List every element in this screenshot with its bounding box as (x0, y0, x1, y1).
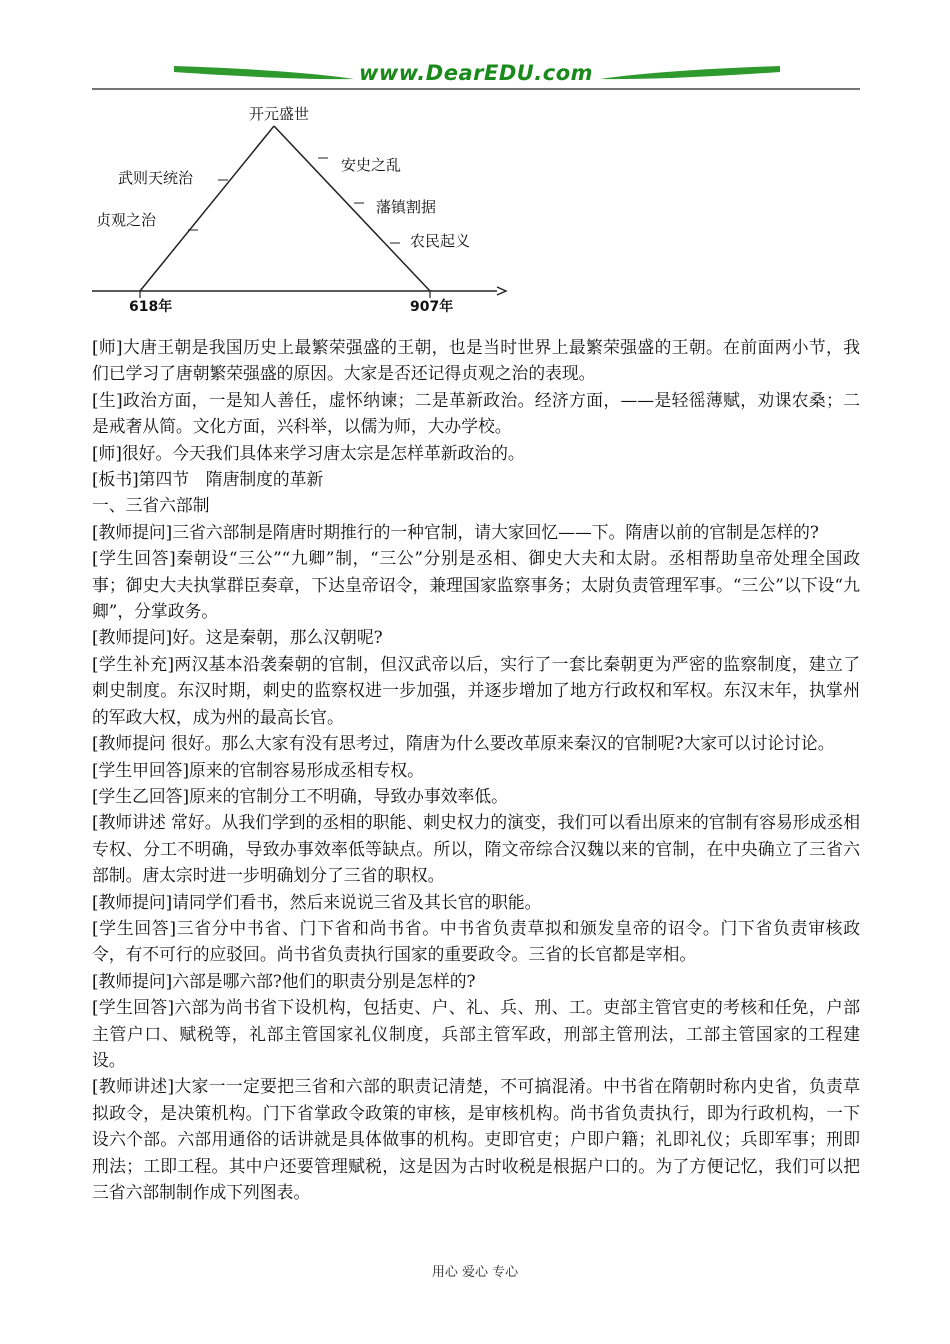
paragraph: [学生乙回答]原来的官制分工不明确，导致办事效率低。 (92, 785, 508, 806)
paragraph: [学生回答]秦朝设“三公”“九卿”制，“三公”分别是丞相、御史大夫和太尉。丞相帮助皇帝处理全国政事；御史大夫执掌群臣奏章，下达皇帝诏令，兼理国家监察事务；太尉负责管理军事。“三公”以下设“九卿”，分掌政务。 (92, 548, 860, 622)
paragraph: [师]很好。今天我们具体来学习唐太宗是怎样革新政治的。 (92, 442, 525, 463)
site-logo-text: www.DearEDU.com (358, 61, 594, 85)
paragraph: [教师提问]三省六部制是隋唐时期推行的一种官制，请大家回忆——下。隋唐以前的官制是怎样的? (92, 521, 819, 542)
right-label-fanzhen: 藩镇割据 (376, 198, 437, 216)
page-header (92, 58, 860, 92)
right-label-anshi: 安史之乱 (341, 156, 402, 174)
paragraph: [板书]第四节 隋唐制度的革新 (92, 469, 324, 490)
start-year-label: 618年 (129, 299, 173, 315)
lesson-content (92, 334, 860, 1205)
diagram-lines (92, 98, 512, 316)
paragraph: [教师提问]请同学们看书，然后来说说三省及其长官的职能。 (92, 891, 542, 912)
page-footer: 用心 爱心 专心 (431, 1265, 519, 1280)
paragraph: [学生甲回答]原来的官制容易形成丞相专权。 (92, 759, 424, 780)
left-label-zhenguan: 贞观之治 (96, 211, 157, 229)
paragraph: [教师讲述 常好。从我们学到的丞相的职能、刺史权力的演变，我们可以看出原来的官制有容易形成丞相专权、分工不明确，导致办事效率低等缺点。所以，隋文帝综合汉魏以来的官制，在中央确立了三省六部制。唐太宗时进一步明确划分了三省的职权。 (92, 812, 860, 886)
right-label-nongmin: 农民起义 (410, 232, 471, 250)
paragraph: [师]大唐王朝是我国历史上最繁荣强盛的王朝，也是当时世界上最繁荣强盛的王朝。在前面两小节，我们已学习了唐朝繁荣强盛的原因。大家是否还记得贞观之治的表现。 (92, 337, 860, 384)
paragraph: [教师提问]六部是哪六部?他们的职责分别是怎样的? (92, 970, 476, 991)
paragraph: [教师提问 很好。那么大家有没有思考过，隋唐为什么要改革原来秦汉的官制呢?大家可以讨论讨论。 (92, 733, 835, 754)
paragraph: [学生补充]两汉基本沿袭秦朝的官制，但汉武帝以后，实行了一套比秦朝更为严密的监察制度，建立了刺史制度。东汉时期，刺史的监察权进一步加强，并逐步增加了地方行政权和军权。东汉末年，执掌州的军政大权，成为州的最高长官。 (92, 653, 860, 727)
end-year-label: 907年 (410, 299, 454, 315)
paragraph: [教师提问]好。这是秦朝，那么汉朝呢? (92, 627, 383, 648)
paragraph: 一、三省六部制 (92, 495, 210, 516)
peak-label: 开元盛世 (249, 105, 310, 123)
paragraph: [教师讲述]大家一一定要把三省和六部的职责记清楚，不可搞混淆。中书省在隋朝时称内史省，负责草拟政令，是决策机构。门下省掌政令政策的审核，是审核机构。尚书省负责执行，即为行政机构，一下设六个部。六部用通俗的话讲就是具体做事的机构。吏即官吏；户即户籍；礼即礼仪；兵即军事；刑即刑法；工即工程。其中户还要管理赋税，这是因为古时收税是根据户口的。为了方便记忆，我们可以把三省六部制制作成下列图表。 (92, 1076, 860, 1202)
paragraph: [学生回答]三省分中书省、门下省和尚书省。中书省负责草拟和颁发皇帝的诏令。门下省负责审核政令，有不可行的应驳回。尚书省负责执行国家的重要政令。三省的长官都是宰相。 (92, 917, 860, 965)
paragraph: [学生回答]六部为尚书省下设机构，包括吏、户、礼、兵、刑、工。吏部主管官吏的考核和任免，户部主管户口、赋税等，礼部主管国家礼仪制度，兵部主管军政，刑部主管刑法，工部主管国家的工程建设。 (92, 997, 860, 1070)
paragraph: [生]政治方面，一是知人善任，虚怀纳谏；二是革新政治。经济方面，——是轻徭薄赋，劝课农桑；二是戒奢从简。文化方面，兴科举，以儒为师，大办学校。 (92, 389, 860, 437)
left-label-wuzetian: 武则天统治 (118, 169, 194, 187)
tang-dynasty-diagram (92, 98, 512, 316)
